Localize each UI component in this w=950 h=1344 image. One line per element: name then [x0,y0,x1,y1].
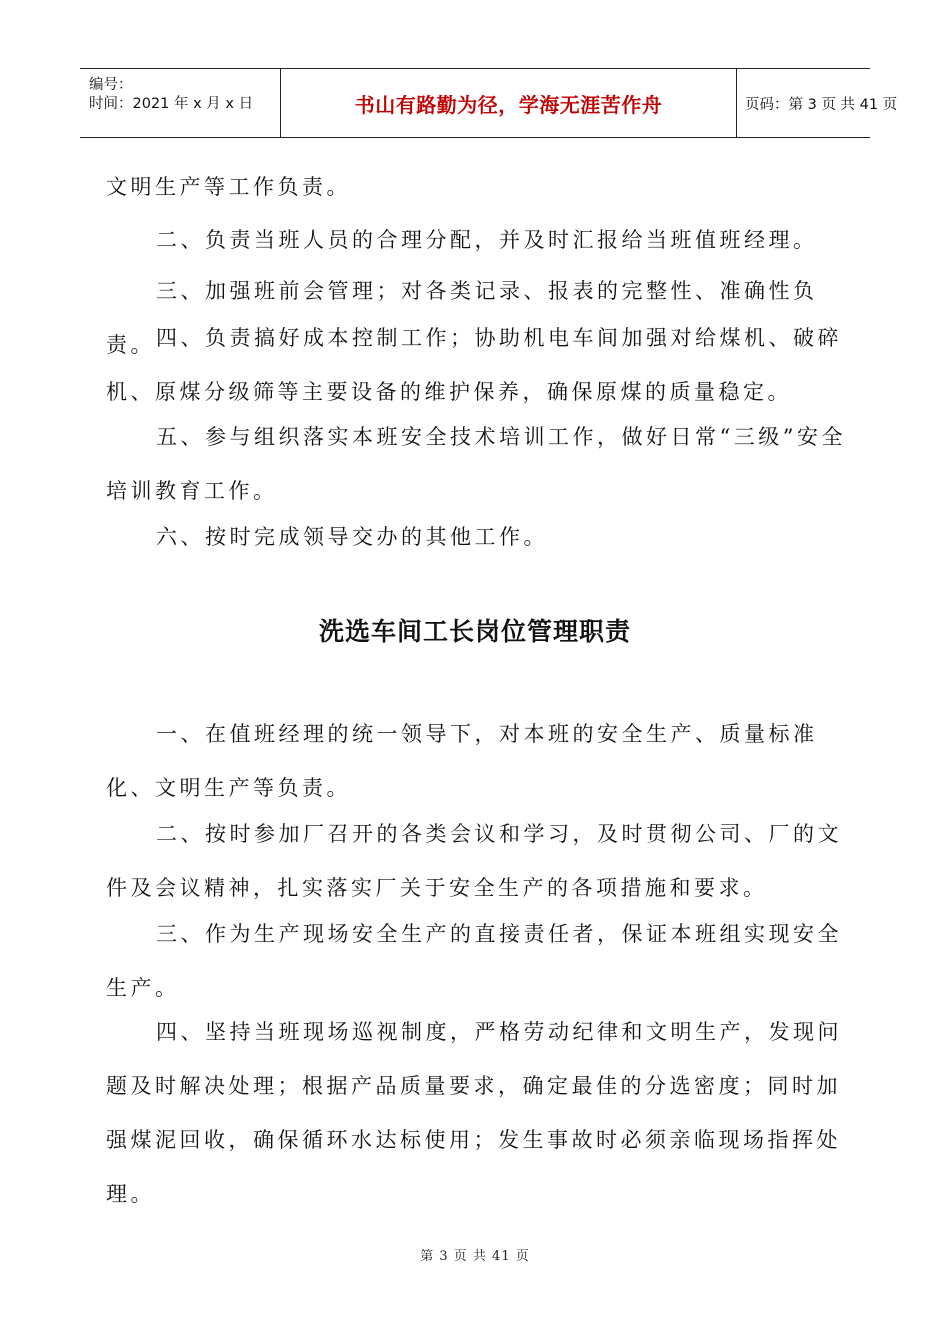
paragraph-item: 六、按时完成领导交办的其他工作。 [156,525,548,549]
document-date-label: 时间：2021 年 x 月 x 日 [89,96,254,112]
paragraph-item: 四、负责搞好成本控制工作；协助机电车间加强对给煤机、破碎机、原煤分级筛等主要设备的维护保养，确保原煤的质量稳定。 [106,326,842,404]
paragraph-item: 四、坚持当班现场巡视制度，严格劳动纪律和文明生产，发现问题及时解决处理；根据产品质量要求，确定最佳的分选密度；同时加强煤泥回收，确保循环水达标使用；发生事故时必须亲临现场指挥处理。 [106,1020,842,1206]
header-meta-cell [80,69,280,137]
paragraph-item: 三、作为生产现场安全生产的直接责任者，保证本班组实现安全生产。 [106,922,842,1000]
paragraph-item: 三、加强班前会管理；对各类记录、报表的完整性、准确性负责。 [106,279,818,357]
paragraph-item: 五、参与组织落实本班安全技术培训工作，做好日常“三级”安全培训教育工作。 [106,425,846,503]
paragraph-item: 二、负责当班人员的合理分配，并及时汇报给当班值班经理。 [156,228,818,252]
document-number-label: 编号： [89,77,133,93]
section-title: 洗选车间工长岗位管理职责 [318,617,631,646]
page-footer: 第 3 页 共 41 页 [420,1249,530,1264]
header-motto-cell [280,69,737,137]
paragraph-item: 二、按时参加厂召开的各类会议和学习，及时贯彻公司、厂的文件及会议精神，扎实落实厂关于安全生产的各项措施和要求。 [106,822,842,900]
header-motto: 书山有路勤为径，学海无涯苦作舟 [354,92,663,117]
paragraph-continuation: 文明生产等工作负责。 [106,175,351,199]
paragraph-item: 一、在值班经理的统一领导下，对本班的安全生产、质量标准化、文明生产等负责。 [106,722,818,800]
header-page-info: 页码：第 3 页 共 41 页 [745,96,898,113]
header-table [80,68,898,138]
header-page-cell [736,69,898,137]
